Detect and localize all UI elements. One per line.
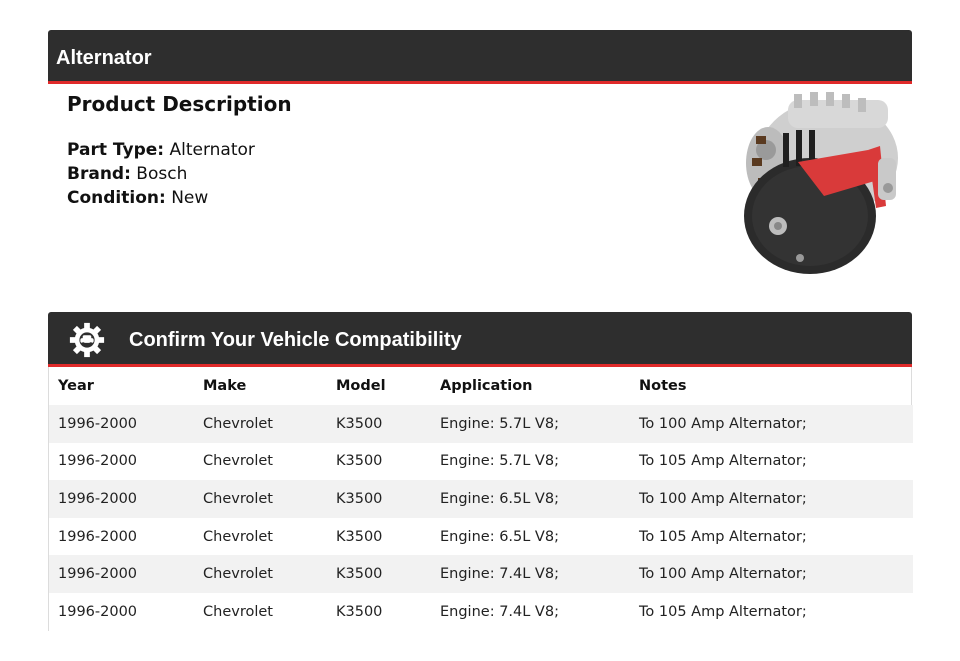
table-row bbox=[49, 518, 913, 556]
table-header-row bbox=[49, 367, 913, 405]
cell-make: Chevrolet bbox=[194, 555, 327, 593]
spec-part-type bbox=[67, 138, 627, 162]
product-description bbox=[67, 90, 627, 210]
spec-label: Condition: bbox=[67, 188, 166, 208]
col-make: Make bbox=[203, 378, 247, 394]
description-heading: Product Description bbox=[67, 92, 292, 116]
spec-list bbox=[67, 138, 627, 210]
compatibility-header bbox=[48, 312, 912, 367]
cell-year: 1996-2000 bbox=[49, 518, 194, 556]
cell-application: Engine: 6.5L V8; bbox=[431, 480, 630, 518]
col-application: Application bbox=[440, 378, 533, 394]
col-year: Year bbox=[58, 378, 94, 394]
cell-model: K3500 bbox=[327, 518, 431, 556]
cell-application: Engine: 7.4L V8; bbox=[431, 593, 630, 631]
cell-year: 1996-2000 bbox=[49, 443, 194, 481]
spec-value: Alternator bbox=[169, 140, 255, 160]
compatibility-title: Confirm Your Vehicle Compatibility bbox=[129, 329, 462, 351]
spec-condition bbox=[67, 186, 627, 210]
table-row bbox=[49, 555, 913, 593]
cell-application: Engine: 6.5L V8; bbox=[431, 518, 630, 556]
cell-application: Engine: 5.7L V8; bbox=[431, 443, 630, 481]
cell-make: Chevrolet bbox=[194, 443, 327, 481]
cell-model: K3500 bbox=[327, 555, 431, 593]
spec-value: Bosch bbox=[136, 164, 188, 184]
cell-year: 1996-2000 bbox=[49, 593, 194, 631]
spec-label: Part Type: bbox=[67, 140, 165, 160]
col-notes: Notes bbox=[639, 378, 687, 394]
cell-make: Chevrolet bbox=[194, 593, 327, 631]
cell-make: Chevrolet bbox=[194, 480, 327, 518]
col-model: Model bbox=[336, 378, 386, 394]
cell-model: K3500 bbox=[327, 405, 431, 443]
alternator-image bbox=[728, 88, 906, 278]
cell-make: Chevrolet bbox=[194, 518, 327, 556]
spec-value: New bbox=[171, 188, 209, 208]
cell-model: K3500 bbox=[327, 443, 431, 481]
cell-year: 1996-2000 bbox=[49, 405, 194, 443]
cell-model: K3500 bbox=[327, 480, 431, 518]
cell-notes: To 100 Amp Alternator; bbox=[630, 405, 913, 443]
cell-notes: To 100 Amp Alternator; bbox=[630, 555, 913, 593]
gear-car-icon bbox=[68, 321, 106, 359]
cell-notes: To 105 Amp Alternator; bbox=[630, 593, 913, 631]
cell-year: 1996-2000 bbox=[49, 555, 194, 593]
cell-notes: To 105 Amp Alternator; bbox=[630, 518, 913, 556]
cell-application: Engine: 5.7L V8; bbox=[431, 405, 630, 443]
cell-application: Engine: 7.4L V8; bbox=[431, 555, 630, 593]
compatibility-table bbox=[49, 367, 913, 631]
product-header bbox=[48, 30, 912, 84]
table-row bbox=[49, 443, 913, 481]
cell-model: K3500 bbox=[327, 593, 431, 631]
compatibility-table-wrapper bbox=[48, 367, 912, 631]
cell-notes: To 100 Amp Alternator; bbox=[630, 480, 913, 518]
cell-make: Chevrolet bbox=[194, 405, 327, 443]
spec-brand bbox=[67, 162, 627, 186]
product-title: Alternator bbox=[56, 47, 152, 69]
cell-notes: To 105 Amp Alternator; bbox=[630, 443, 913, 481]
cell-year: 1996-2000 bbox=[49, 480, 194, 518]
table-row bbox=[49, 405, 913, 443]
table-row bbox=[49, 593, 913, 631]
spec-label: Brand: bbox=[67, 164, 131, 184]
table-row bbox=[49, 480, 913, 518]
